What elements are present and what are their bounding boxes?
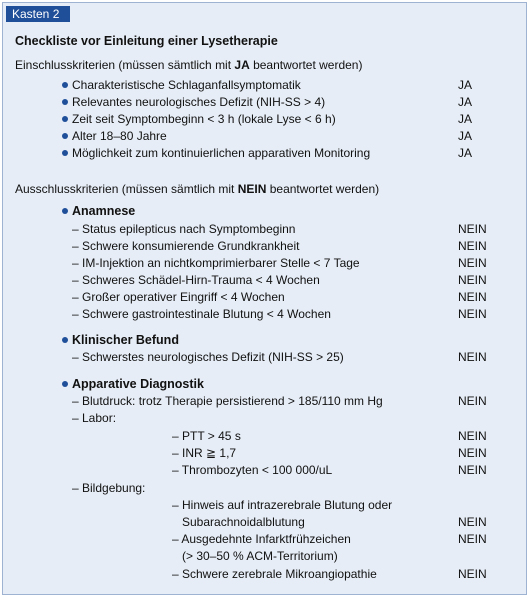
exclusion-answer: NEIN xyxy=(458,290,487,304)
bildgebung-item: – Schwere zerebrale Mikroangiopathie xyxy=(172,567,377,581)
exclusion-answer: NEIN xyxy=(458,350,487,364)
inclusion-answer: JA xyxy=(458,146,473,160)
exclusion-answer: NEIN xyxy=(458,307,487,321)
labor-item: – Thrombozyten < 100 000/uL xyxy=(172,463,333,477)
labor-item: – PTT > 45 s xyxy=(172,429,241,443)
inclusion-header: Einschlusskriterien (müssen sämtlich mit JA beantwortet werden) xyxy=(15,58,363,72)
bildgebung-label: – Bildgebung: xyxy=(72,481,146,495)
bullet-icon xyxy=(62,82,68,88)
bullet-icon xyxy=(62,337,68,343)
exclusion-header: Ausschlusskriterien (müssen sämtlich mit NEIN beantwortet werden) xyxy=(15,182,380,196)
exclusion-answer: NEIN xyxy=(458,394,487,408)
exclusion-item: – Blutdruck: trotz Therapie persistierend > 185/110 mm Hg xyxy=(72,394,383,408)
exclusion-answer: NEIN xyxy=(458,273,487,287)
inclusion-answer: JA xyxy=(458,95,473,109)
exclusion-answer: NEIN xyxy=(458,222,487,236)
exclusion-answer: NEIN xyxy=(458,239,487,253)
inclusion-answer: JA xyxy=(458,78,473,92)
exclusion-answer: NEIN xyxy=(458,463,487,477)
exclusion-answer: NEIN xyxy=(458,567,487,581)
exclusion-item: – Status epilepticus nach Symptombeginn xyxy=(72,222,296,236)
inclusion-answer: JA xyxy=(458,112,473,126)
exclusion-answer: NEIN xyxy=(458,515,487,529)
exclusion-item: – IM-Injektion an nichtkomprimierbarer Stelle < 7 Tage xyxy=(72,256,360,270)
section-heading-klinisch: Klinischer Befund xyxy=(72,333,179,347)
box-label: Kasten 2 xyxy=(6,6,70,22)
bullet-icon xyxy=(62,133,68,139)
bullet-icon xyxy=(62,208,68,214)
exclusion-item: – Schwere konsumierende Grundkrankheit xyxy=(72,239,300,253)
section-heading-apparativ: Apparative Diagnostik xyxy=(72,377,204,391)
bildgebung-item-continued: Subarachnoidalblutung xyxy=(182,515,305,529)
bullet-icon xyxy=(62,116,68,122)
exclusion-answer: NEIN xyxy=(458,256,487,270)
bullet-icon xyxy=(62,99,68,105)
bildgebung-item: – Hinweis auf intrazerebrale Blutung oder xyxy=(172,498,393,512)
exclusion-item: – Schweres Schädel-Hirn-Trauma < 4 Wochen xyxy=(72,273,320,287)
exclusion-item: – Schwere gastrointestinale Blutung < 4 Wochen xyxy=(72,307,331,321)
bullet-icon xyxy=(62,150,68,156)
bullet-icon xyxy=(62,381,68,387)
exclusion-answer: NEIN xyxy=(458,532,487,546)
checklist-title: Checkliste vor Einleitung einer Lysetherapie xyxy=(15,34,278,48)
exclusion-item: – Großer operativer Eingriff < 4 Wochen xyxy=(72,290,285,304)
inclusion-item: Alter 18–80 Jahre xyxy=(72,129,167,143)
inclusion-item: Relevantes neurologisches Defizit (NIH-SS > 4) xyxy=(72,95,326,109)
inclusion-item: Möglichkeit zum kontinuierlichen apparativen Monitoring xyxy=(72,146,371,160)
bildgebung-item: – Ausgedehnte Infarktfrühzeichen xyxy=(172,532,351,546)
exclusion-item: – Schwerstes neurologisches Defizit (NIH-SS > 25) xyxy=(72,350,344,364)
bildgebung-item-continued: (> 30–50 % ACM-Territorium) xyxy=(182,549,338,563)
labor-item: – INR ≧ 1,7 xyxy=(172,446,237,460)
inclusion-item: Charakteristische Schlaganfallsymptomatik xyxy=(72,78,301,92)
exclusion-answer: NEIN xyxy=(458,446,487,460)
section-heading-anamnese: Anamnese xyxy=(72,204,136,218)
inclusion-answer: JA xyxy=(458,129,473,143)
inclusion-item: Zeit seit Symptombeginn < 3 h (lokale Lyse < 6 h) xyxy=(72,112,336,126)
labor-label: – Labor: xyxy=(72,411,117,425)
exclusion-answer: NEIN xyxy=(458,429,487,443)
